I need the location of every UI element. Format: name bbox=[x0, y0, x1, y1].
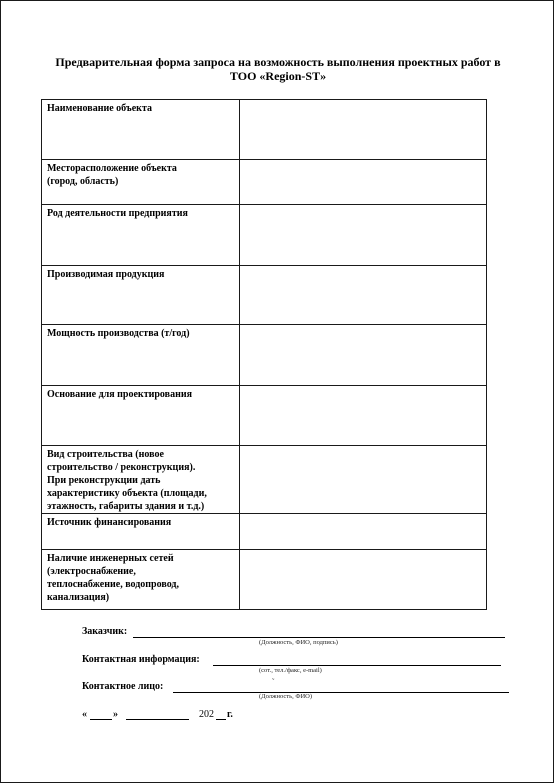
form-row-financing bbox=[42, 514, 487, 550]
contact-person-label: Контактное лицо: bbox=[82, 681, 164, 692]
contact-person-line[interactable] bbox=[173, 692, 509, 693]
form-value-field[interactable] bbox=[240, 386, 487, 446]
form-label: Мощность производства (т/год) bbox=[42, 325, 240, 386]
date-day-line[interactable] bbox=[90, 719, 112, 720]
form-value-field[interactable] bbox=[240, 100, 487, 160]
form-row-construction-type bbox=[42, 446, 487, 514]
form-row-basis bbox=[42, 386, 487, 446]
form-row-location bbox=[42, 160, 487, 205]
form-value-field[interactable] bbox=[240, 446, 487, 514]
customer-label: Заказчик: bbox=[82, 626, 128, 637]
date-open-quote: « bbox=[82, 709, 87, 720]
contact-info-label: Контактная информация: bbox=[82, 654, 200, 665]
form-label: Источник финансирования bbox=[42, 514, 240, 550]
form-row-capacity bbox=[42, 325, 487, 386]
document-title bbox=[21, 55, 535, 83]
form-value-field[interactable] bbox=[240, 160, 487, 205]
form-label: Наличие инженерных сетей (электроснабжение, теплоснабжение, водопровод, канализация) bbox=[42, 550, 240, 610]
form-label: Род деятельности предприятия bbox=[42, 205, 240, 266]
year-prefix: 202 bbox=[199, 709, 214, 720]
contact-person-hint: (Должность, ФИО) bbox=[259, 693, 313, 700]
spellcheck-mark-icon: ˷ bbox=[272, 672, 275, 680]
contact-info-line[interactable] bbox=[213, 665, 501, 666]
form-row-products bbox=[42, 266, 487, 325]
date-year-line[interactable] bbox=[216, 719, 226, 720]
customer-hint: (Должность, ФИО, подпись) bbox=[259, 639, 338, 646]
date-month-line[interactable] bbox=[126, 719, 189, 720]
form-value-field[interactable] bbox=[240, 514, 487, 550]
form-row-object-name bbox=[42, 100, 487, 160]
form-label: Вид строительства (новое строительство / реконструкция). При реконструкции дать характеристику объекта (площади, этажность, габариты здания и т.д.) bbox=[42, 446, 240, 514]
contact-info-hint: (сот., тел./факс, e-mail) bbox=[259, 667, 322, 674]
date-close-quote: » bbox=[113, 709, 118, 720]
form-row-utilities bbox=[42, 550, 487, 610]
form-label: Наименование объекта bbox=[42, 100, 240, 160]
year-suffix: г. bbox=[227, 709, 233, 720]
title-line-2: ТОО «Region-ST» bbox=[229, 69, 327, 83]
form-label: Месторасположение объекта (город, область) bbox=[42, 160, 240, 205]
form-value-field[interactable] bbox=[240, 205, 487, 266]
form-label: Основание для проектирования bbox=[42, 386, 240, 446]
form-value-field[interactable] bbox=[240, 266, 487, 325]
form-row-activity bbox=[42, 205, 487, 266]
form-label: Производимая продукция bbox=[42, 266, 240, 325]
request-form-table bbox=[41, 99, 487, 610]
customer-signature-line[interactable] bbox=[133, 637, 505, 638]
form-value-field[interactable] bbox=[240, 550, 487, 610]
title-line-1: Предварительная форма запроса на возможность выполнения проектных работ в bbox=[55, 55, 501, 69]
form-value-field[interactable] bbox=[240, 325, 487, 386]
